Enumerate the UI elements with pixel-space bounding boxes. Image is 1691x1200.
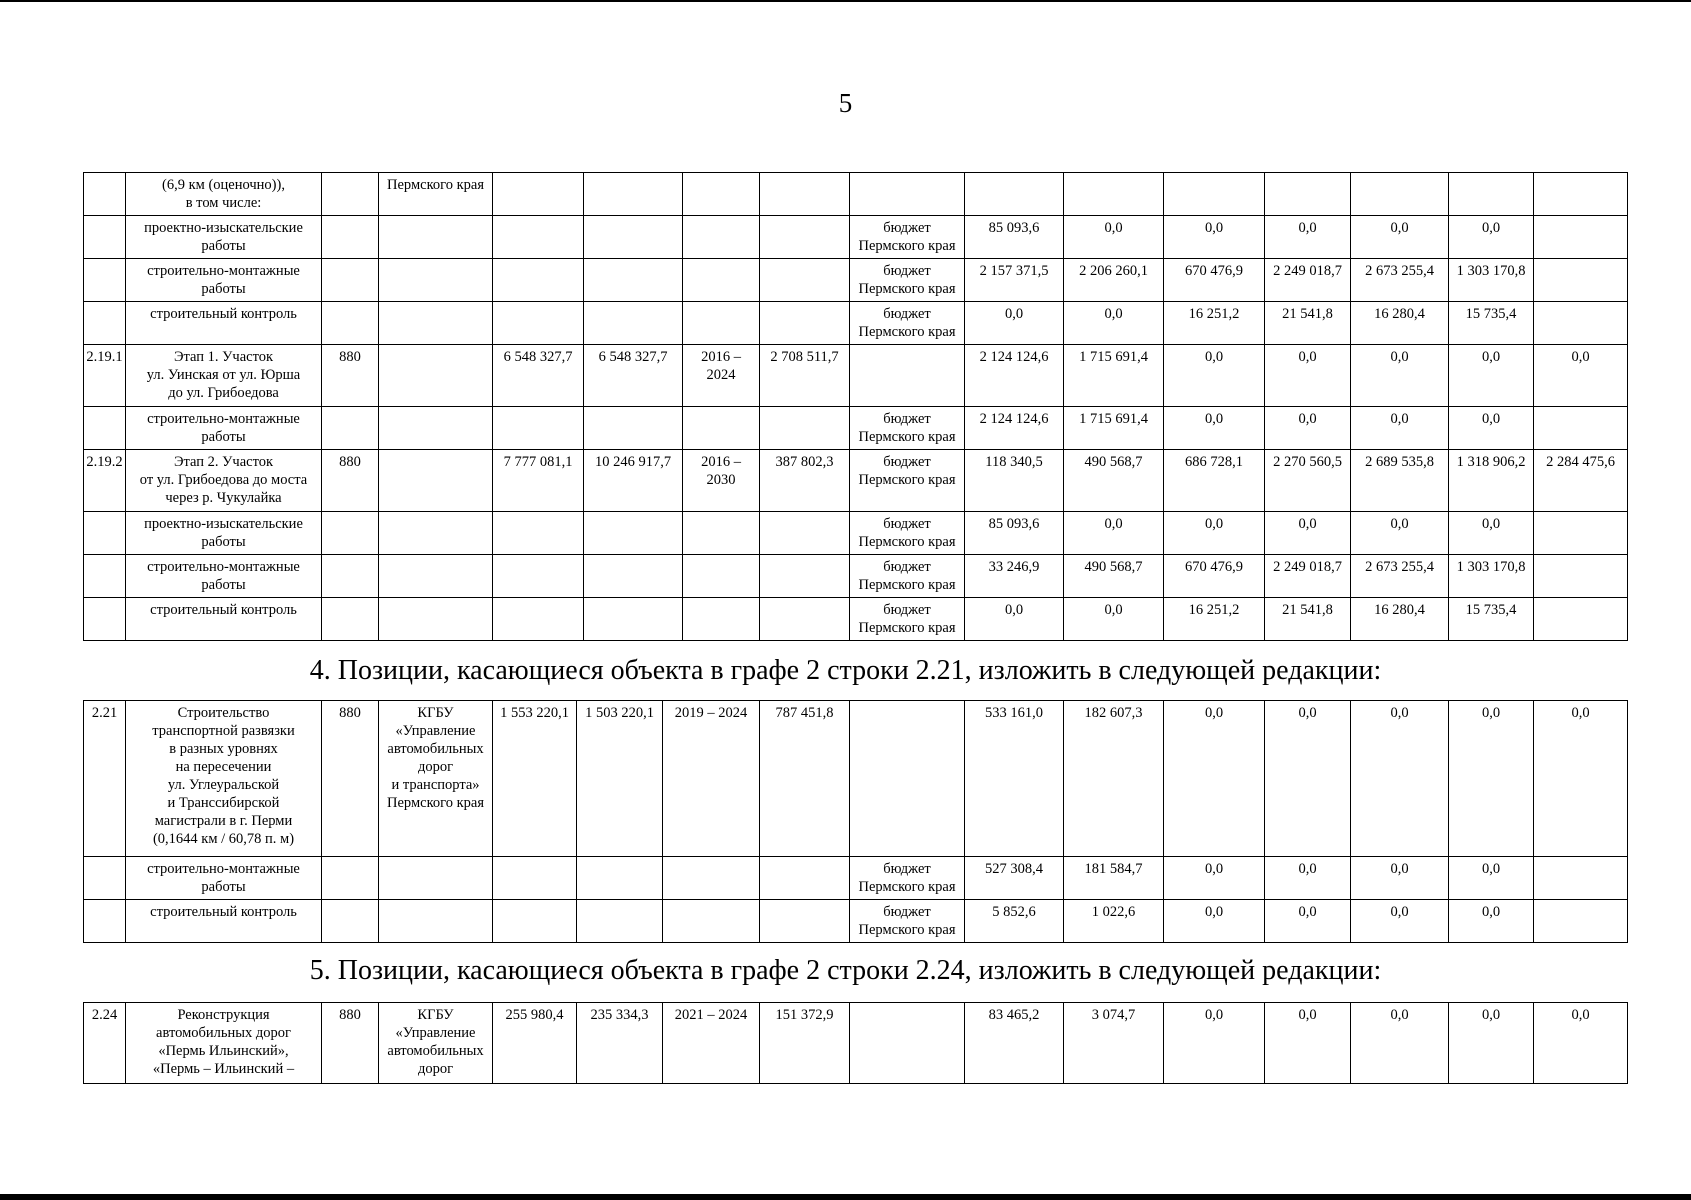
table-row <box>84 1003 1628 1084</box>
table-cell <box>683 407 760 450</box>
table-cell: 2016 – 2024 <box>683 345 760 407</box>
table-cell <box>683 598 760 641</box>
table-cell: 0,0 <box>1534 701 1628 857</box>
table-cell <box>84 598 126 641</box>
table-cell: 1 303 170,8 <box>1449 555 1534 598</box>
table-cell <box>760 598 850 641</box>
table-cell <box>584 216 683 259</box>
table-cell: строительный контроль <box>126 302 322 345</box>
table-row <box>84 216 1628 259</box>
scan-edge-top <box>0 0 1691 2</box>
table-cell: бюджет Пермского края <box>850 450 965 512</box>
section-heading-4: 4. Позиции, касающиеся объекта в графе 2 строки 2.21, изложить в следующей редакции: <box>309 655 1382 686</box>
table-cell <box>84 216 126 259</box>
table-cell: 490 568,7 <box>1064 450 1164 512</box>
page-number: 5 <box>838 88 853 118</box>
table-cell: 10 246 917,7 <box>584 450 683 512</box>
table-cell <box>965 173 1064 216</box>
table-cell: 2 157 371,5 <box>965 259 1064 302</box>
table-row <box>84 259 1628 302</box>
table-cell: 787 451,8 <box>760 701 850 857</box>
table-cell: 0,0 <box>1351 407 1449 450</box>
table-cell: 880 <box>322 450 379 512</box>
table-cell <box>584 598 683 641</box>
table-cell: 181 584,7 <box>1064 857 1164 900</box>
table-cell: 0,0 <box>1164 857 1265 900</box>
table-cell: 670 476,9 <box>1164 555 1265 598</box>
table-cell: 15 735,4 <box>1449 598 1534 641</box>
table-cell <box>379 302 493 345</box>
table-cell: 0,0 <box>1265 701 1351 857</box>
table-cell <box>493 259 584 302</box>
table-cell: 880 <box>322 1003 379 1084</box>
table-cell <box>493 512 584 555</box>
table-cell <box>577 900 663 943</box>
table-cell: 0,0 <box>1351 216 1449 259</box>
table-cell <box>760 555 850 598</box>
table-cell: 2 206 260,1 <box>1064 259 1164 302</box>
table-cell: КГБУ «Управление автомобильных дорог <box>379 1003 493 1084</box>
table-cell <box>84 900 126 943</box>
table-row <box>84 598 1628 641</box>
table-cell <box>1534 857 1628 900</box>
table-row <box>84 857 1628 900</box>
table-cell <box>84 555 126 598</box>
table-cell: 0,0 <box>1351 345 1449 407</box>
table-cell <box>493 900 577 943</box>
table-cell: 0,0 <box>1449 900 1534 943</box>
table-cell <box>1534 900 1628 943</box>
table-cell: 1 022,6 <box>1064 900 1164 943</box>
table-cell <box>379 555 493 598</box>
table-cell: 0,0 <box>1351 900 1449 943</box>
table-cell: 0,0 <box>1164 900 1265 943</box>
table-cell: 16 251,2 <box>1164 302 1265 345</box>
table-cell: 1 715 691,4 <box>1064 345 1164 407</box>
table-cell <box>760 900 850 943</box>
table-cell: (6,9 км (оценочно)), в том числе: <box>126 173 322 216</box>
table-cell <box>322 216 379 259</box>
table-cell: 0,0 <box>1351 512 1449 555</box>
table-cell: бюджет Пермского края <box>850 407 965 450</box>
table-cell <box>850 701 965 857</box>
table-cell: 1 553 220,1 <box>493 701 577 857</box>
table-cell: 85 093,6 <box>965 216 1064 259</box>
table-cell: 1 318 906,2 <box>1449 450 1534 512</box>
table-cell <box>493 216 584 259</box>
table-cell: 2.19.1 <box>84 345 126 407</box>
table-cell: 0,0 <box>1164 1003 1265 1084</box>
table-cell <box>850 1003 965 1084</box>
table-cell <box>1534 555 1628 598</box>
table-cell: 16 280,4 <box>1351 598 1449 641</box>
table-cell <box>493 598 584 641</box>
table-cell: бюджет Пермского края <box>850 900 965 943</box>
table-cell <box>379 450 493 512</box>
table-cell: 255 980,4 <box>493 1003 577 1084</box>
table-cell: 2019 – 2024 <box>663 701 760 857</box>
table-row <box>84 512 1628 555</box>
table-cell: проектно-изыскательские работы <box>126 512 322 555</box>
table-cell <box>493 857 577 900</box>
table-cell <box>584 302 683 345</box>
table-cell: 1 303 170,8 <box>1449 259 1534 302</box>
table-cell: 0,0 <box>1064 512 1164 555</box>
table-cell: Этап 1. Участок ул. Уинская от ул. Юрша до ул. Грибоедова <box>126 345 322 407</box>
table-cell: 527 308,4 <box>965 857 1064 900</box>
table-cell <box>1449 173 1534 216</box>
table-cell: 1 715 691,4 <box>1064 407 1164 450</box>
table-cell <box>683 555 760 598</box>
table-cell: 2 689 535,8 <box>1351 450 1449 512</box>
table-cell <box>379 900 493 943</box>
table-cell <box>1534 302 1628 345</box>
table-cell <box>84 407 126 450</box>
table-cell <box>1064 173 1164 216</box>
table-cell: 3 074,7 <box>1064 1003 1164 1084</box>
table-cell <box>760 857 850 900</box>
table-cell <box>1534 512 1628 555</box>
table-cell: 2 124 124,6 <box>965 407 1064 450</box>
table-cell <box>577 857 663 900</box>
table-cell: Пермского края <box>379 173 493 216</box>
table-cell: проектно-изыскательские работы <box>126 216 322 259</box>
table-cell: 2 124 124,6 <box>965 345 1064 407</box>
table-cell <box>84 173 126 216</box>
table-cell: 0,0 <box>1265 857 1351 900</box>
table-cell <box>379 857 493 900</box>
table-row <box>84 555 1628 598</box>
table-row <box>84 407 1628 450</box>
table-cell: 686 728,1 <box>1164 450 1265 512</box>
table-cell: 0,0 <box>1351 701 1449 857</box>
table-cell: бюджет Пермского края <box>850 302 965 345</box>
table-cell <box>379 216 493 259</box>
table-cell: 2 249 018,7 <box>1265 259 1351 302</box>
table-cell: 880 <box>322 345 379 407</box>
budget-table-2-24 <box>83 1002 1628 1084</box>
table-cell: 0,0 <box>1534 345 1628 407</box>
table-cell: 0,0 <box>1265 345 1351 407</box>
table-row <box>84 173 1628 216</box>
table-cell <box>1534 216 1628 259</box>
table-cell: 7 777 081,1 <box>493 450 584 512</box>
table-cell: 2 249 018,7 <box>1265 555 1351 598</box>
table-cell: 0,0 <box>1265 900 1351 943</box>
table-cell: 0,0 <box>1265 407 1351 450</box>
table-cell: 0,0 <box>1164 407 1265 450</box>
table-cell: 21 541,8 <box>1265 302 1351 345</box>
table-cell <box>760 512 850 555</box>
table-cell: 0,0 <box>1449 857 1534 900</box>
table-cell: Строительство транспортной развязки в разных уровнях на пересечении ул. Углеуральской и Транссибирской магистрали в г. Перми (0,1644 км / 60,78 п. м) <box>126 701 322 857</box>
table-cell: 2016 – 2030 <box>683 450 760 512</box>
table-cell: 16 251,2 <box>1164 598 1265 641</box>
table-cell <box>1534 407 1628 450</box>
table-cell <box>84 512 126 555</box>
table-cell: 182 607,3 <box>1064 701 1164 857</box>
budget-table-2-21 <box>83 700 1628 943</box>
scan-edge-bottom <box>0 1194 1691 1200</box>
table-cell <box>322 857 379 900</box>
table-row <box>84 345 1628 407</box>
table-cell: 0,0 <box>1449 1003 1534 1084</box>
table-cell: 0,0 <box>1449 345 1534 407</box>
table-cell: 6 548 327,7 <box>493 345 584 407</box>
table-cell: 235 334,3 <box>577 1003 663 1084</box>
table-cell: 0,0 <box>1064 302 1164 345</box>
table-cell: 118 340,5 <box>965 450 1064 512</box>
table-cell: строительно-монтажные работы <box>126 857 322 900</box>
table-cell <box>584 407 683 450</box>
table-cell: строительно-монтажные работы <box>126 555 322 598</box>
table-cell <box>493 407 584 450</box>
table-cell <box>1351 173 1449 216</box>
table-cell <box>663 857 760 900</box>
table-cell: 6 548 327,7 <box>584 345 683 407</box>
table-cell: бюджет Пермского края <box>850 555 965 598</box>
table-cell: бюджет Пермского края <box>850 259 965 302</box>
table-cell: 0,0 <box>1265 1003 1351 1084</box>
table-cell <box>584 555 683 598</box>
table-cell: 2 284 475,6 <box>1534 450 1628 512</box>
table-row <box>84 701 1628 857</box>
table-cell: бюджет Пермского края <box>850 857 965 900</box>
table-cell: 0,0 <box>1164 701 1265 857</box>
table-cell <box>1534 259 1628 302</box>
table-cell: 0,0 <box>1534 1003 1628 1084</box>
table-cell: Этап 2. Участок от ул. Грибоедова до моста через р. Чукулайка <box>126 450 322 512</box>
table-cell: 670 476,9 <box>1164 259 1265 302</box>
table-cell: 0,0 <box>965 302 1064 345</box>
table-cell: 0,0 <box>1164 216 1265 259</box>
table-cell: бюджет Пермского края <box>850 216 965 259</box>
table-cell <box>379 407 493 450</box>
table-cell <box>1164 173 1265 216</box>
table-cell: 33 246,9 <box>965 555 1064 598</box>
table-cell: 0,0 <box>1265 216 1351 259</box>
table-row <box>84 302 1628 345</box>
table-cell <box>322 302 379 345</box>
table-cell: 2.24 <box>84 1003 126 1084</box>
table-cell: 387 802,3 <box>760 450 850 512</box>
table-cell: 0,0 <box>1064 216 1164 259</box>
table-cell: 490 568,7 <box>1064 555 1164 598</box>
table-cell <box>379 259 493 302</box>
table-cell <box>493 302 584 345</box>
table-cell <box>584 259 683 302</box>
table-cell <box>850 345 965 407</box>
table-cell: 16 280,4 <box>1351 302 1449 345</box>
table-cell <box>379 598 493 641</box>
table-row <box>84 450 1628 512</box>
table-cell: 0,0 <box>1351 1003 1449 1084</box>
table-cell <box>84 302 126 345</box>
table-cell: 2021 – 2024 <box>663 1003 760 1084</box>
table-cell: Реконструкция автомобильных дорог «Пермь Ильинский», «Пермь – Ильинский – <box>126 1003 322 1084</box>
table-cell: 2.21 <box>84 701 126 857</box>
table-cell: 1 503 220,1 <box>577 701 663 857</box>
table-cell <box>683 302 760 345</box>
table-cell <box>493 173 584 216</box>
table-cell <box>683 512 760 555</box>
table-cell: 2.19.2 <box>84 450 126 512</box>
table-cell <box>84 259 126 302</box>
table-cell: 83 465,2 <box>965 1003 1064 1084</box>
table-cell: строительный контроль <box>126 598 322 641</box>
table-cell <box>379 345 493 407</box>
table-cell <box>760 259 850 302</box>
table-cell: 2 673 255,4 <box>1351 555 1449 598</box>
table-cell <box>322 407 379 450</box>
table-cell: 0,0 <box>1064 598 1164 641</box>
table-cell <box>322 512 379 555</box>
table-cell <box>850 173 965 216</box>
table-cell <box>584 512 683 555</box>
table-cell: 0,0 <box>1265 512 1351 555</box>
table-cell: 151 372,9 <box>760 1003 850 1084</box>
table-cell: 0,0 <box>1164 345 1265 407</box>
table-cell: бюджет Пермского края <box>850 512 965 555</box>
table-cell <box>760 173 850 216</box>
table-cell <box>760 302 850 345</box>
table-cell: строительно-монтажные работы <box>126 407 322 450</box>
table-cell: бюджет Пермского края <box>850 598 965 641</box>
table-cell: строительно-монтажные работы <box>126 259 322 302</box>
table-cell: строительный контроль <box>126 900 322 943</box>
table-cell <box>1534 598 1628 641</box>
table-cell: 21 541,8 <box>1265 598 1351 641</box>
table-cell: 15 735,4 <box>1449 302 1534 345</box>
table-cell <box>84 857 126 900</box>
table-cell: КГБУ «Управление автомобильных дорог и транспорта» Пермского края <box>379 701 493 857</box>
table-cell: 5 852,6 <box>965 900 1064 943</box>
table-cell: 0,0 <box>1449 216 1534 259</box>
table-cell: 533 161,0 <box>965 701 1064 857</box>
table-cell: 85 093,6 <box>965 512 1064 555</box>
table-cell <box>322 555 379 598</box>
section-heading-5: 5. Позиции, касающиеся объекта в графе 2 строки 2.24, изложить в следующей редакции: <box>309 955 1382 986</box>
table-cell <box>322 259 379 302</box>
table-cell <box>584 173 683 216</box>
budget-table-2-19 <box>83 172 1628 641</box>
table-cell: 0,0 <box>965 598 1064 641</box>
table-cell <box>322 900 379 943</box>
table-cell: 0,0 <box>1164 512 1265 555</box>
table-cell <box>493 555 584 598</box>
table-cell: 0,0 <box>1351 857 1449 900</box>
table-cell <box>1265 173 1351 216</box>
table-cell <box>322 173 379 216</box>
table-cell <box>683 173 760 216</box>
table-cell <box>322 598 379 641</box>
table-cell: 0,0 <box>1449 701 1534 857</box>
table-cell: 0,0 <box>1449 407 1534 450</box>
table-cell: 2 270 560,5 <box>1265 450 1351 512</box>
table-cell <box>1534 173 1628 216</box>
table-cell <box>683 216 760 259</box>
table-row <box>84 900 1628 943</box>
table-cell <box>683 259 760 302</box>
table-cell <box>760 216 850 259</box>
table-cell: 2 708 511,7 <box>760 345 850 407</box>
table-cell: 880 <box>322 701 379 857</box>
table-cell <box>760 407 850 450</box>
table-cell <box>663 900 760 943</box>
table-cell: 0,0 <box>1449 512 1534 555</box>
table-cell: 2 673 255,4 <box>1351 259 1449 302</box>
table-cell <box>379 512 493 555</box>
